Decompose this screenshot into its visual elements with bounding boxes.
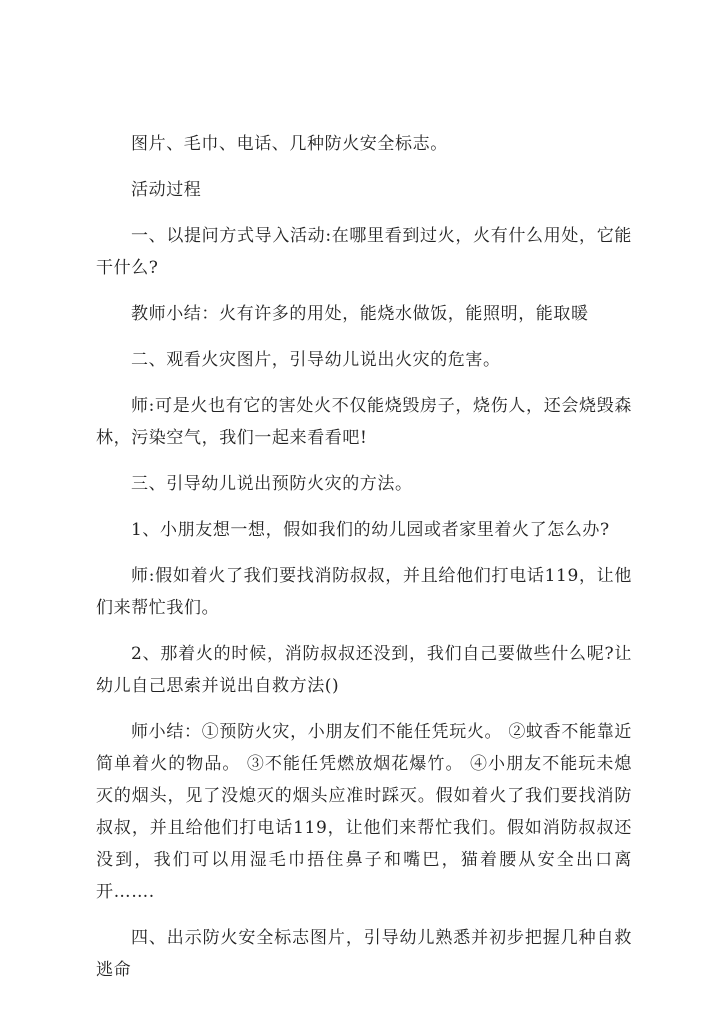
paragraph-teacher-summary: 教师小结：火有许多的用处，能烧水做饭，能照明，能取暖 xyxy=(131,304,589,324)
paragraph-question-one: 1、小朋友想一想，假如我们的幼儿园或者家里着火了怎么办? xyxy=(131,520,610,540)
paragraph-step-one: 一、以提问方式导入活动:在哪里看到过火，火有什么用处，它能干什么? xyxy=(96,226,632,278)
paragraph-step-two: 二、观看火灾图片，引导幼儿说出火灾的危害。 xyxy=(131,350,501,370)
paragraph-step-four: 四、出示防火安全标志图片，引导幼儿熟悉并初步把握几种自救逃命 xyxy=(96,928,632,980)
paragraph-activity-heading: 活动过程 xyxy=(131,180,202,200)
paragraph-teacher-fire-harm: 师:可是火也有它的害处火不仅能烧毁房子，烧伤人，还会烧毁森林，污染空气，我们一起来看看吧! xyxy=(96,396,632,448)
paragraph-teacher-call-119: 师:假如着火了我们要找消防叔叔，并且给他们打电话119，让他们来帮忙我们。 xyxy=(96,566,632,618)
paragraph-question-two: 2、那着火的时候，消防叔叔还没到，我们自己要做些什么呢?让幼儿自己思索并说出自救方法() xyxy=(96,644,632,696)
paragraph-step-three: 三、引导幼儿说出预防火灾的方法。 xyxy=(131,474,413,494)
paragraph-materials: 图片、毛巾、电话、几种防火安全标志。 xyxy=(131,134,448,154)
document-body xyxy=(96,128,632,1000)
paragraph-teacher-final-summary: 师小结：①预防火灾，小朋友们不能任凭玩火。 ②蚊香不能靠近简单着火的物品。 ③不能任凭燃放烟花爆竹。 ④小朋友不能玩未熄灭的烟头，见了没熄灭的烟头应准时踩灭。假如着火了我们要找消防叔叔，并且给他们打电话119，让他们来帮忙我们。假如消防叔叔还没到，我们可以用湿毛巾捂住鼻子和嘴巴，猫着腰从安全出口离开……. xyxy=(96,722,632,902)
